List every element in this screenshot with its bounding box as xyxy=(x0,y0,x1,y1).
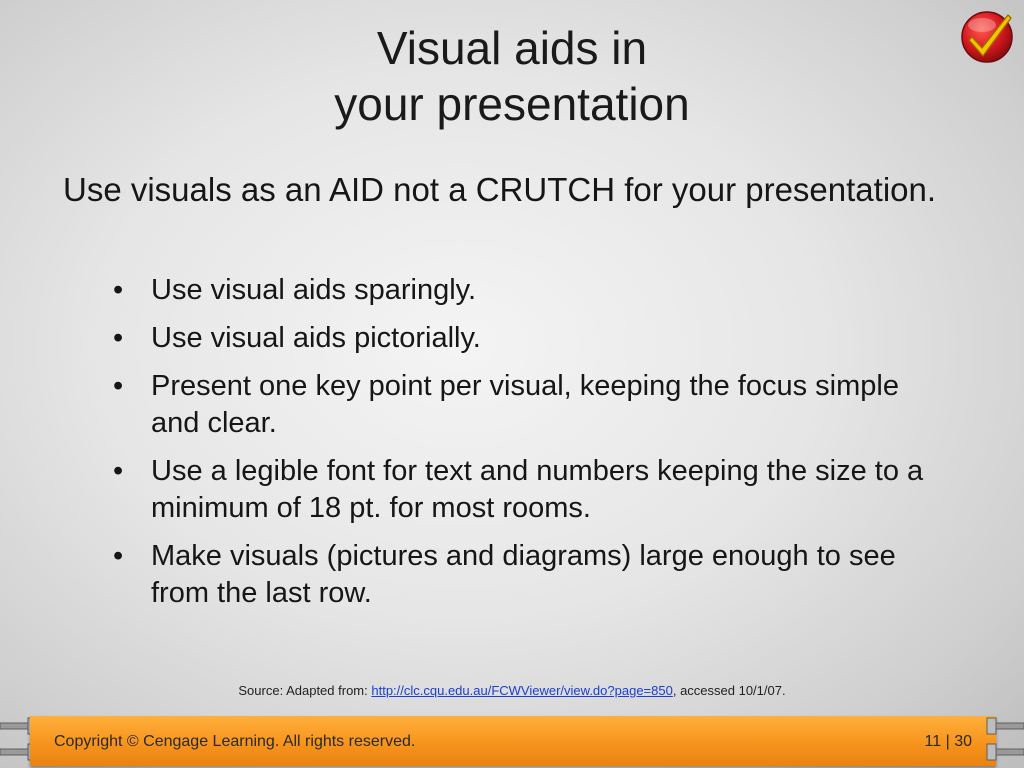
bullet-text: Use visual aids pictorially. xyxy=(151,322,481,354)
bullet-marker: • xyxy=(113,274,124,306)
bullet-marker: • xyxy=(113,370,124,402)
bullet-item xyxy=(113,538,933,612)
source-link[interactable]: http://clc.cqu.edu.au/FCWViewer/view.do?page=850 xyxy=(371,683,673,698)
slide-title xyxy=(0,20,1024,132)
slide-title-line-1: Visual aids in xyxy=(376,22,648,74)
bullet-marker: • xyxy=(113,322,124,354)
bullet-list xyxy=(113,272,933,623)
right-rail-connector-icon xyxy=(980,714,1024,768)
intro-text: Use visuals as an AID not a CRUTCH for your presentation. xyxy=(63,171,937,208)
bullet-text: Use a legible font for text and numbers keeping the size to a minimum of 18 pt. for most rooms. xyxy=(151,455,924,524)
page-indicator: 11 | 30 xyxy=(924,733,972,750)
bullet-item xyxy=(113,320,933,357)
source-prefix: Source: Adapted from: xyxy=(238,683,372,698)
bullet-marker: • xyxy=(113,455,124,487)
copyright-text: Copyright © Cengage Learning. All rights reserved. xyxy=(54,733,416,750)
footer-bar xyxy=(30,716,996,766)
checkmark-badge-icon xyxy=(958,6,1016,64)
bullet-text: Present one key point per visual, keeping the focus simple and clear. xyxy=(151,370,899,439)
bullet-text: Use visual aids sparingly. xyxy=(151,274,477,306)
source-citation xyxy=(0,683,1024,698)
source-suffix: , accessed 10/1/07. xyxy=(672,683,786,698)
slide-title-line-2: your presentation xyxy=(334,78,690,130)
bullet-text: Make visuals (pictures and diagrams) large enough to see from the last row. xyxy=(151,540,896,609)
bullet-item xyxy=(113,272,933,309)
bullet-marker: • xyxy=(113,540,124,572)
bullet-item xyxy=(113,368,933,442)
bullet-item xyxy=(113,453,933,527)
